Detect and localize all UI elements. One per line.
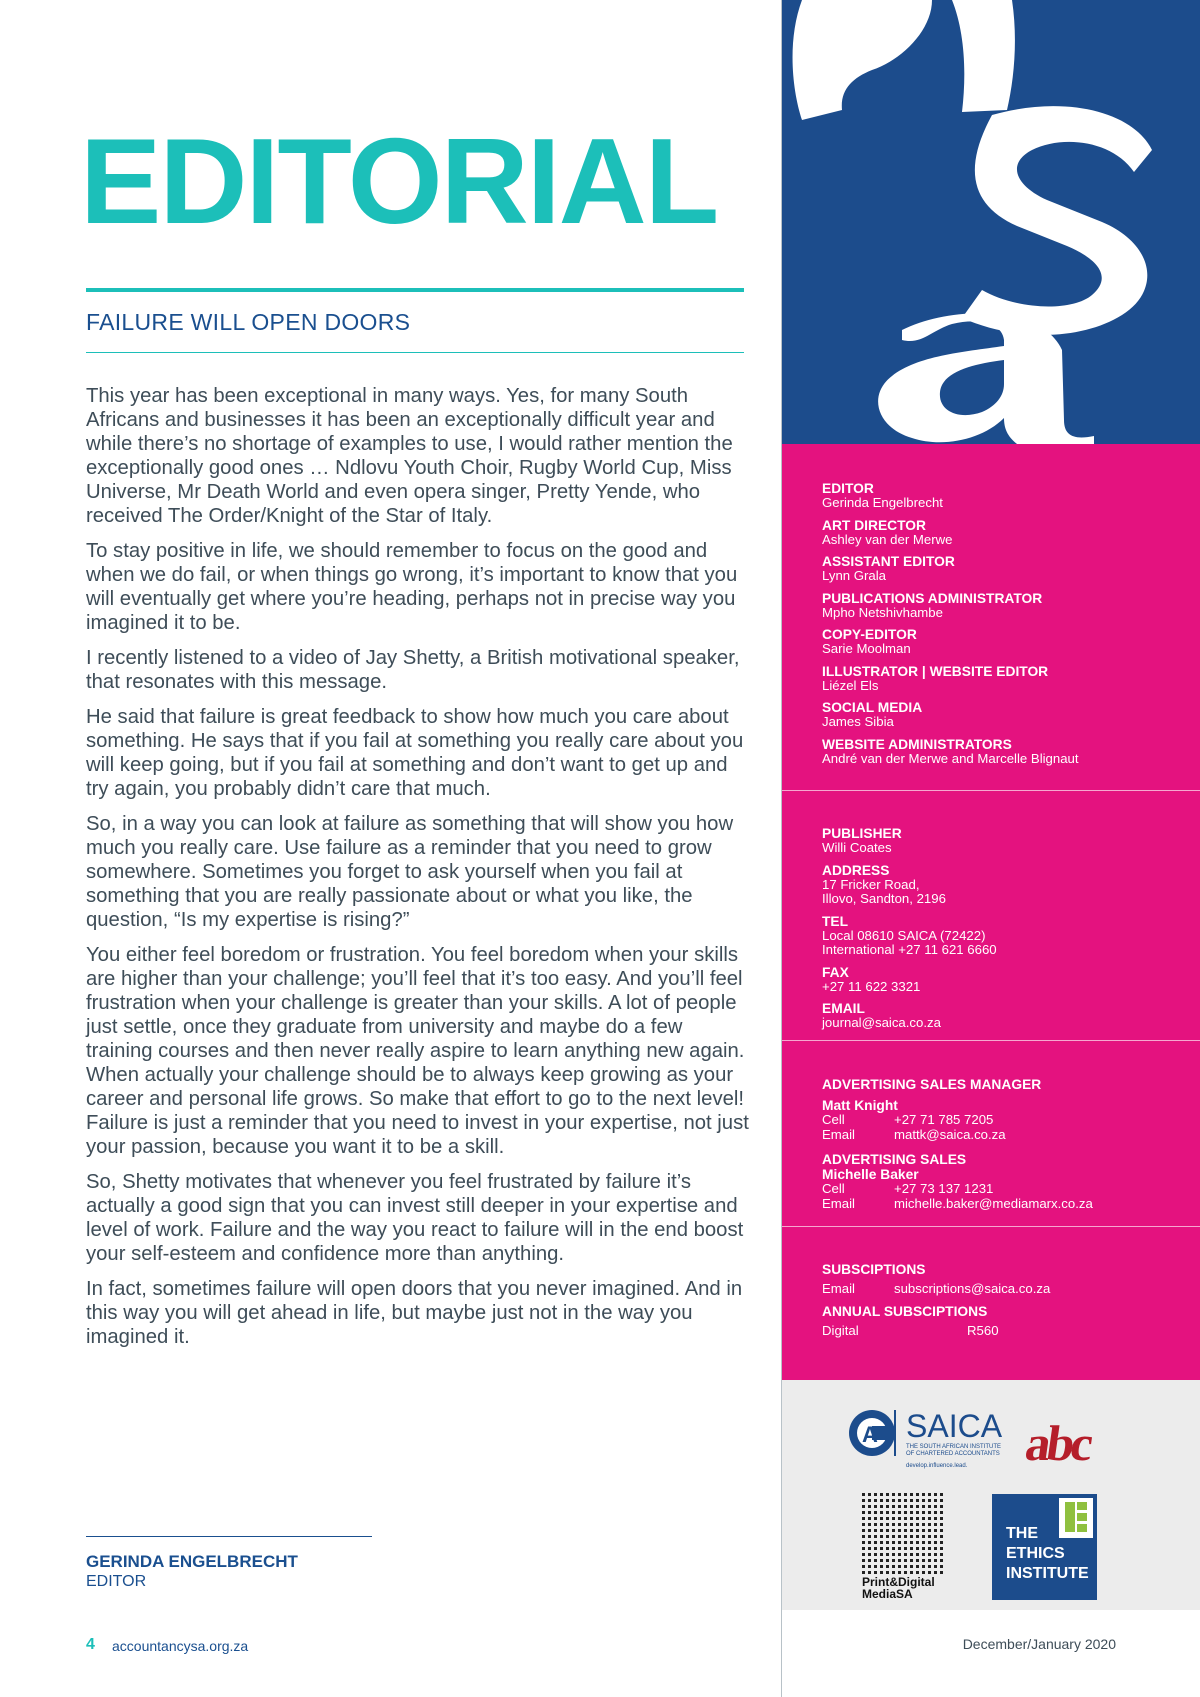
fax-value: +27 11 622 3321 — [822, 978, 921, 994]
publisher-label: PUBLISHER — [822, 826, 902, 841]
article-paragraph: So, Shetty motivates that whenever you feel frustrated by failure it’s actually a good sign that you can invest still deeper in your expertise and level of work. Failure and the way you react to failure will in the end boost your self-esteem and confidence more than anything. — [86, 1171, 744, 1265]
credit-value: Gerinda Engelbrecht — [822, 495, 943, 510]
credit-value: Mpho Netshivhambe — [822, 604, 943, 620]
email-link[interactable]: michelle.baker@mediamarx.co.za — [894, 1195, 1093, 1211]
cell-value: +27 71 785 7205 — [894, 1112, 994, 1127]
ethics-institute-logo — [992, 1494, 1097, 1600]
partner-logos — [782, 1380, 1200, 1610]
credit-label: EDITOR — [822, 481, 874, 496]
subtitle-rule — [86, 352, 744, 353]
ad-manager-label: ADVERTISING SALES MANAGER — [822, 1077, 1042, 1092]
ad-sales-label: ADVERTISING SALES — [822, 1152, 967, 1167]
tel-local: Local 08610 SAICA (72422) — [822, 927, 986, 943]
address-line: Illovo, Sandton, 2196 — [822, 891, 946, 906]
credit-value: André van der Merwe and Marcelle Blignaut — [822, 750, 1079, 766]
title-rule — [86, 288, 744, 292]
tel-label: TEL — [822, 913, 849, 929]
annual-subscriptions-label: ANNUAL SUBSCIPTIONS — [822, 1303, 988, 1319]
pdm-text: Print&Digital — [862, 1575, 935, 1589]
credit-label: COPY-EDITOR — [822, 627, 917, 642]
author-role: EDITOR — [86, 1573, 147, 1590]
publisher-value: Willi Coates — [822, 840, 892, 855]
advertising-info — [822, 1077, 1162, 1211]
digital-key: Digital — [822, 1322, 859, 1338]
credit-value: Liézel Els — [822, 677, 879, 693]
cell-key: Cell — [822, 1112, 845, 1127]
ad-sales-name: Michelle Baker — [822, 1167, 919, 1182]
saica-sub: OF CHARTERED ACCOUNTANTS — [906, 1451, 1000, 1457]
email-link[interactable]: journal@saica.co.za — [822, 1015, 941, 1030]
saica-name: SAICA — [906, 1408, 1003, 1444]
article-paragraph: I recently listened to a video of Jay Shetty, a British motivational speaker, that resonates with this message. — [86, 647, 740, 693]
abc-logo: abc — [1022, 1415, 1093, 1471]
asa-logo-block — [782, 0, 1200, 444]
staff-credits — [822, 481, 1162, 773]
svg-text:A: A — [862, 1422, 878, 1447]
email-link[interactable]: subscriptions@saica.co.za — [894, 1281, 1051, 1296]
article-paragraph: So, in a way you can look at failure as something that will show you how much you really care. Use failure as a reminder that you need to grow somewhere. Sometimes you forget to ask yourself when you fail at something that you are really passionate about or what you like, the question, “Is my expertise is rising?” — [86, 813, 734, 931]
credit-label: SOCIAL MEDIA — [822, 700, 923, 715]
email-key: Email — [822, 1281, 855, 1296]
page-number: 4 — [86, 1636, 95, 1653]
credit-value: Lynn Grala — [822, 568, 887, 583]
subscriptions-label: SUBSCIPTIONS — [822, 1262, 926, 1277]
credit-value: Ashley van der Merwe — [822, 531, 953, 547]
digital-price: R560 — [967, 1322, 999, 1338]
author-name: GERINDA ENGELBRECHT — [86, 1552, 298, 1571]
article-paragraph: To stay positive in life, we should remember to focus on the good and when we do fail, or when things go wrong, it’s important to know that you will eventually get where you’re heading, perhaps not in precise way you imagined it to be. — [86, 540, 738, 634]
pdm-logo-icon — [862, 1492, 944, 1574]
email-link[interactable]: mattk@saica.co.za — [894, 1126, 1006, 1142]
page-title: EDITORIAL — [80, 113, 718, 249]
email-label: EMAIL — [822, 1001, 865, 1016]
ethics-text: THE — [1006, 1525, 1038, 1542]
article-paragraph: This year has been exceptional in many ways. Yes, for many South Africans and businesses it has been an exceptionally difficult year and while there’s no shortage of examples to use, I would rather mention the exceptionally good ones … Ndlovu Youth Choir, Rugby World Cup, Miss Universe, Mr Death World and even opera singer, Pretty Yende, who received The Order/Knight of the Star of Italy. — [86, 385, 733, 527]
email-key: Email — [822, 1126, 855, 1142]
credit-label: PUBLICATIONS ADMINISTRATOR — [822, 590, 1043, 606]
cell-key: Cell — [822, 1181, 845, 1196]
email-key: Email — [822, 1195, 855, 1211]
credit-label: WEBSITE ADMINISTRATORS — [822, 736, 1012, 752]
saica-sub: THE SOUTH AFRICAN INSTITUTE — [906, 1444, 1002, 1450]
ethics-text: ETHICS — [1006, 1545, 1065, 1562]
saica-tagline: develop.influence.lead. — [906, 1463, 968, 1469]
tel-international: International +27 11 621 6660 — [822, 942, 997, 957]
credit-value: Sarie Moolman — [822, 641, 911, 656]
publisher-info — [822, 826, 1162, 1038]
masthead-divider — [782, 790, 1200, 791]
credit-label: ILLUSTRATOR | WEBSITE EDITOR — [822, 663, 1049, 679]
issue-date: December/January 2020 — [962, 1636, 1116, 1652]
ad-manager-name: Matt Knight — [822, 1098, 898, 1113]
article-body — [86, 384, 751, 1360]
signature-rule — [86, 1536, 372, 1537]
credit-label: ART DIRECTOR — [822, 517, 926, 533]
article-paragraph: In fact, sometimes failure will open doors that you never imagined. And in this way you will get ahead in life, but maybe just not in the way you imagined it. — [86, 1278, 743, 1348]
credit-value: James Sibia — [822, 714, 894, 729]
subscriptions-info — [822, 1262, 1162, 1338]
pdm-text: MediaSA — [862, 1587, 913, 1601]
article-paragraph: He said that failure is great feedback to show how much you care about something. He says that if you fail at something you really care about you will keep going, but if you fail at something and don’t want to get up and try again, you probably didn’t care that much. — [86, 706, 744, 800]
article-paragraph: You either feel boredom or frustration. You feel boredom when your skills are higher than your challenge; you’ll feel that it’s too easy. And you’ll feel frustration when your challenge is greater than your skills. A lot of people just settle, once they graduate from university and maybe do a few training courses and then never really aspire to learn anything new again. When actually your challenge should be to always keep growing as your career and personal life grows. So make that effort to go to the next level! Failure is just a reminder that you need to invest in your expertise, not just your passion, because you want it to be a skill. — [86, 944, 749, 1158]
footer-url[interactable]: accountancysa.org.za — [112, 1638, 249, 1654]
saica-logo-icon — [848, 1406, 908, 1460]
credit-label: ASSISTANT EDITOR — [822, 554, 955, 569]
ethics-text: INSTITUTE — [1006, 1565, 1089, 1582]
address-line: 17 Fricker Road, — [822, 876, 920, 892]
masthead-divider — [782, 1040, 1200, 1041]
asa-logo-icon — [782, 0, 1200, 444]
cell-value: +27 73 137 1231 — [894, 1181, 994, 1196]
article-subtitle: FAILURE WILL OPEN DOORS — [86, 309, 411, 335]
masthead-divider — [782, 1226, 1200, 1227]
fax-label: FAX — [822, 964, 849, 980]
address-label: ADDRESS — [822, 862, 890, 878]
